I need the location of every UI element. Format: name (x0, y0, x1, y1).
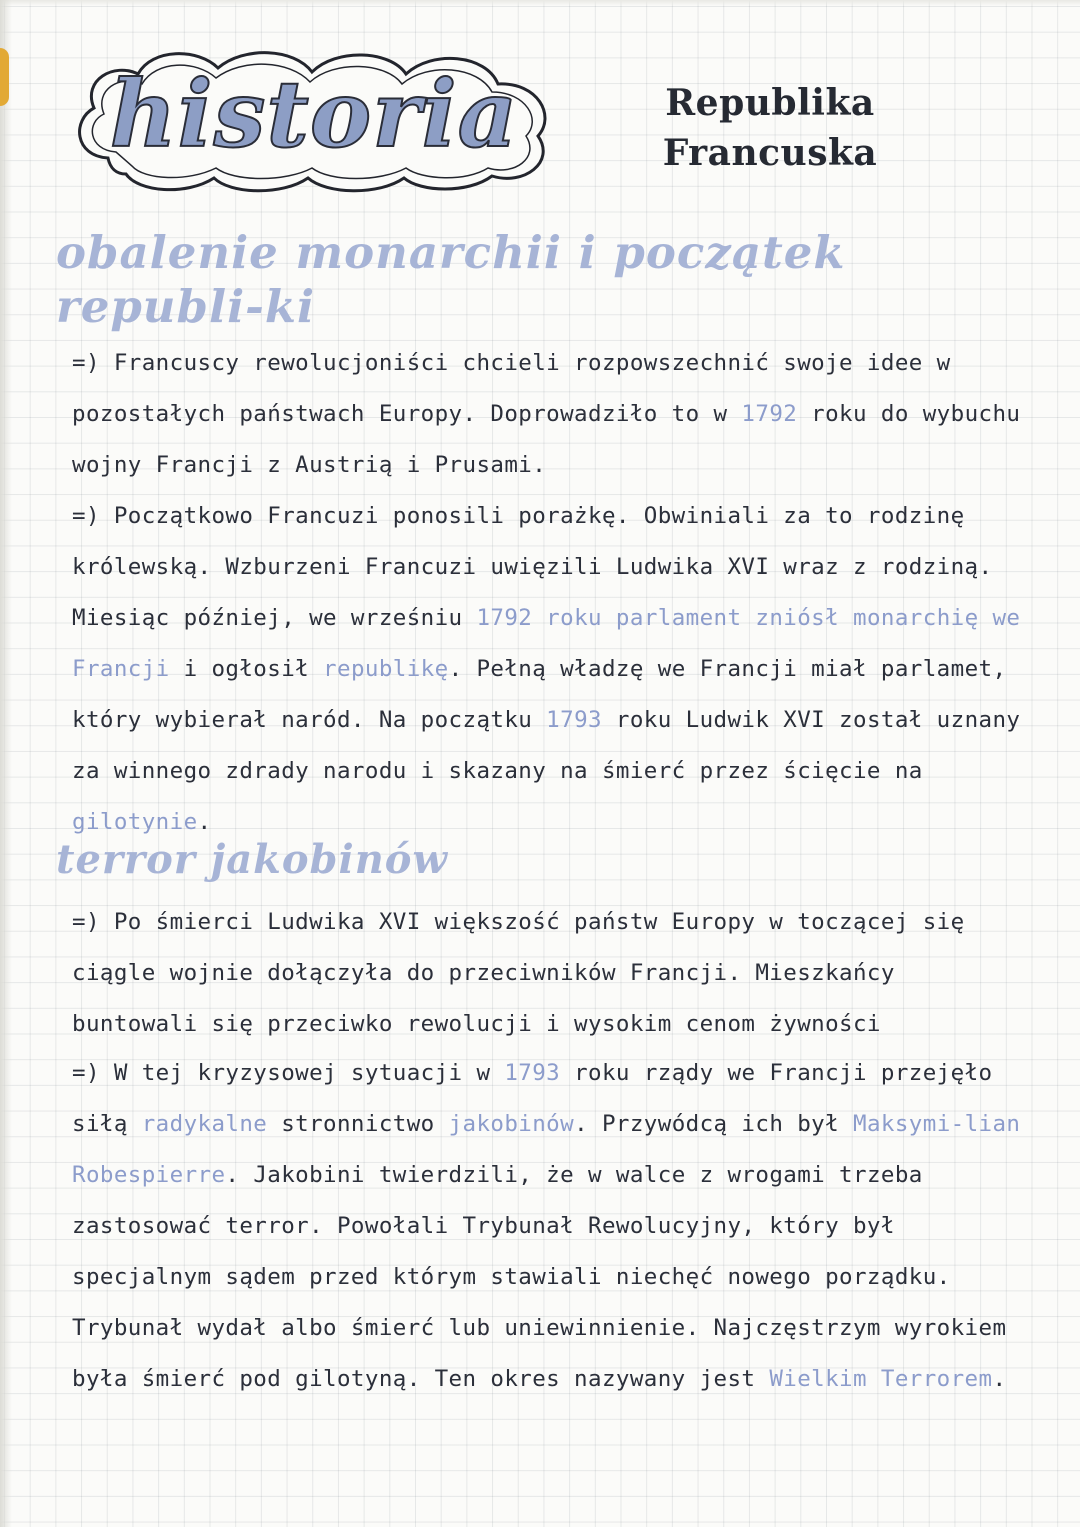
p4-jacobins: jakobinów (448, 1111, 575, 1137)
p3-text: =) Po śmierci Ludwika XVI większość państw Europy w toczącej się ciągle wojnie dołączyła do przeciwników Francji. Mieszkańcy buntowali się przeciwko rewolucji i wysokim cenom żywności (72, 909, 965, 1037)
section-heading-1: obalenie monarchii i początek republi-ki (56, 226, 846, 333)
p4-text-f: . (992, 1366, 1007, 1392)
p4-text-e: . Jakobini twierdzili, że w walce z wrogami trzeba zastosować terror. Powołali Trybunał Rewolucyjny, który był specjalnym sądem przed którym stawiali niechęć nowego porządku. Trybunał wydał albo śmierć lub uniewinnienie. Najczęstrzym wyrokiem była śmierć pod gilotyną. Ten okres nazywany jest (72, 1162, 1007, 1392)
p4-text-d: . Przywódcą ich był (574, 1111, 854, 1137)
paragraph-3 (72, 897, 1027, 1050)
p2-text-a: =) Początkowo Francuzi ponosili porażkę. Obwiniali za to rodzinę królewską. Wzburzeni Francuzi uwięzili Ludwika XVI wraz z rodziną. Miesiąc później, we wrześniu (72, 503, 993, 631)
binder-mark (0, 48, 9, 106)
p2-text-g: . (197, 809, 212, 835)
p2-text-c (741, 605, 755, 631)
p4-text-b: roku rządy we Francji przejęło siłą (72, 1060, 993, 1137)
p4-text-a: =) W tej kryzysowej sytuacji w (72, 1060, 505, 1086)
p2-republic: republikę (323, 656, 449, 682)
p1-text-b: roku do wybuchu wojny Francji z Austrią i Prusami. (72, 401, 1021, 478)
page-left-edge (0, 0, 12, 1527)
p4-radical: radykalne (141, 1111, 268, 1137)
p1-text-a: =) Francuscy rewolucjoniści chcieli rozpowszechnić swoje idee w pozostałych państwach Europy. Doprowadziło to w (72, 350, 951, 427)
p2-text-b (602, 605, 616, 631)
p4-year: 1793 (504, 1060, 561, 1086)
p4-term: Wielkim Terrorem (769, 1366, 993, 1392)
p2-year2: 1793 (546, 707, 602, 733)
p4-leader: Maksymi-lian Robespierre (72, 1111, 1021, 1188)
page-title (620, 78, 920, 178)
page-top-edge (0, 0, 1080, 6)
p2-abolished: zniósł monarchię we Francji (72, 605, 1021, 682)
p2-date: 1792 roku (476, 605, 602, 631)
logo-word: historia (109, 60, 519, 168)
p1-year: 1792 (741, 401, 798, 427)
title-line-2: Francuska (662, 132, 878, 174)
p2-text-e: . Pełną władzę we Francji miał parlamet, który wybierał naród. Na początku (72, 656, 1007, 733)
p2-text-d: i ogłosił (169, 656, 324, 682)
p4-text-c: stronnictwo (267, 1111, 449, 1137)
paragraph-2 (72, 491, 1027, 848)
p2-text-f: roku Ludwik XVI został uznany za winnego zdrady narodu i skazany na śmierć przez ścięcie na (72, 707, 1021, 784)
historia-logo (68, 40, 560, 196)
section-heading-2: terror jakobinów (56, 836, 448, 883)
paragraph-4 (72, 1048, 1027, 1405)
p2-guillotine: gilotynie (72, 809, 198, 835)
paragraph-1 (72, 338, 1027, 491)
title-line-1: Republika (665, 82, 875, 124)
p2-parliament: parlament (615, 605, 742, 631)
